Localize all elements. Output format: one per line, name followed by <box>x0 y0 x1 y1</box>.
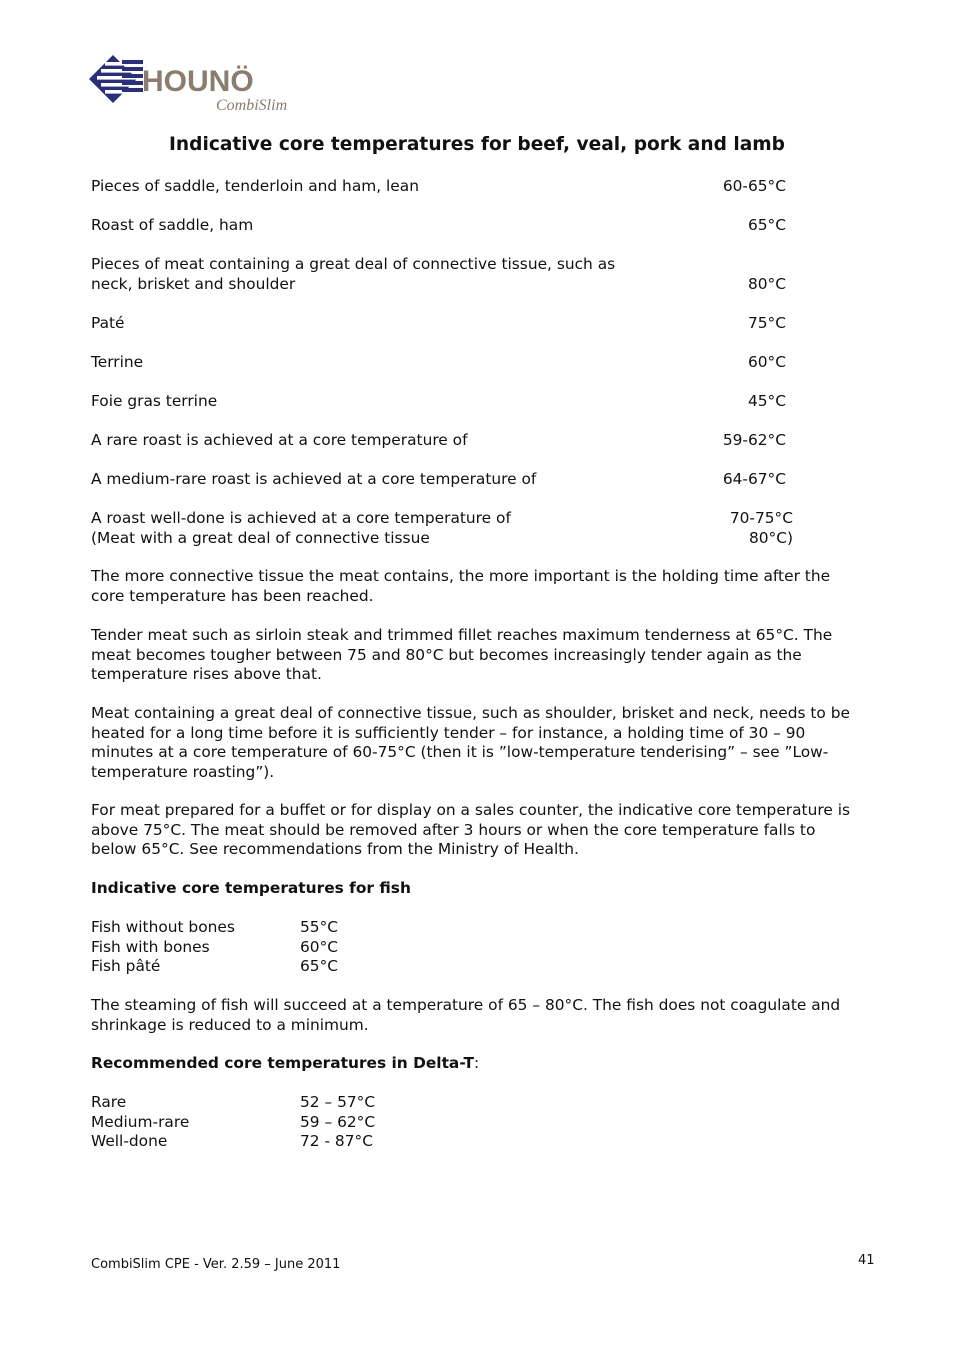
item-value: 60°C <box>300 937 339 956</box>
row-value: 75°C <box>747 314 786 332</box>
fish-temperature-list <box>91 918 411 977</box>
row-value: 45°C <box>747 392 786 410</box>
row-value: 64-67°C <box>722 470 786 488</box>
item-label: Well-done <box>91 1132 168 1150</box>
delta-t-heading-line <box>91 1054 479 1074</box>
list-item <box>91 1132 411 1152</box>
fish-note: The steaming of fish will succeed at a temperature of 65 – 80°C. The fish does not coagulate and shrinkage is reduced to a minimum. <box>91 996 841 1034</box>
row-label: A medium-rare roast is achieved at a core temperature of <box>91 470 537 488</box>
table-row <box>91 255 793 294</box>
footer-text: CombiSlim CPE - Ver. 2.59 – June 2011 <box>91 1257 341 1272</box>
logo-product-text: CombiSlim <box>216 97 288 114</box>
page-number: 41 <box>858 1253 875 1268</box>
item-label: Fish with bones <box>91 937 210 956</box>
body-paragraph: Tender meat such as sirloin steak and trimmed fillet reaches maximum tenderness at 65°C. The meat becomes tougher between 75 and 80°C but becomes increasingly tender again as the temperature rises above that. <box>91 626 833 683</box>
row-value: 65°C <box>747 216 786 234</box>
row-value: 60°C <box>747 353 786 371</box>
table-row <box>91 392 793 412</box>
fish-heading: Indicative core temperatures for fish <box>91 879 411 897</box>
item-label: Rare <box>91 1093 127 1111</box>
table-row <box>91 216 793 236</box>
row-label: Pieces of saddle, tenderloin and ham, lean <box>91 177 419 195</box>
table-row <box>91 177 793 197</box>
row-label: Terrine <box>91 353 144 371</box>
delta-t-temperature-list <box>91 1093 411 1152</box>
row-label: A roast well-done is achieved at a core temperature of (Meat with a great deal of connective tissue <box>91 509 511 547</box>
body-paragraph: For meat prepared for a buffet or for display on a sales counter, the indicative core temperature is above 75°C. The meat should be removed after 3 hours or when the core temperature falls to below 65°C. See recommendations from the Ministry of Health. <box>91 801 850 858</box>
row-label: Roast of saddle, ham <box>91 216 254 234</box>
list-item <box>91 1093 411 1113</box>
item-label: Fish pâté <box>91 957 161 975</box>
table-row <box>91 314 793 334</box>
item-value: 72 - 87°C <box>300 1132 373 1150</box>
page-title: Indicative core temperatures for beef, veal, pork and lamb <box>169 134 785 155</box>
logo-brand-text: HOUNÖ <box>142 65 254 98</box>
item-value: 65°C <box>300 957 339 975</box>
delta-t-heading: Recommended core temperatures in Delta-T <box>91 1054 474 1072</box>
row-value: 59-62°C <box>722 431 786 449</box>
list-item <box>91 1113 411 1133</box>
hauno-combislim-logo <box>89 54 301 114</box>
item-value: 59 – 62°C <box>300 1112 376 1131</box>
row-value: 80°C <box>747 274 786 293</box>
logo-mark-icon <box>89 54 301 114</box>
table-row <box>91 470 793 490</box>
list-item <box>91 957 411 977</box>
item-value: 52 – 57°C <box>300 1093 376 1111</box>
row-label: Pieces of meat containing a great deal of connective tissue, such as neck, brisket and shoulder <box>91 255 616 293</box>
item-label: Medium-rare <box>91 1112 190 1131</box>
row-value: 60-65°C <box>722 177 786 195</box>
body-paragraph: The more connective tissue the meat contains, the more important is the holding time after the core temperature has been reached. <box>91 567 831 605</box>
table-row <box>91 353 793 373</box>
row-label: Paté <box>91 314 125 332</box>
body-paragraph: Meat containing a great deal of connective tissue, such as shoulder, brisket and neck, needs to be heated for a long time before it is sufficiently tender – for instance, a holding time of 30 – 90 minutes at a core temperature of 60-75°C (then it is ”low-temperature tenderising” – see ”Low-temperature roasting”). <box>91 704 850 781</box>
table-row <box>91 509 793 548</box>
item-value: 55°C <box>300 918 339 936</box>
row-label: Foie gras terrine <box>91 392 218 410</box>
list-item <box>91 918 411 938</box>
row-value: 70-75°C 80°C) <box>729 509 793 547</box>
list-item <box>91 938 411 958</box>
table-row <box>91 431 793 451</box>
item-label: Fish without bones <box>91 918 235 936</box>
delta-t-heading-colon: : <box>473 1054 480 1072</box>
row-label: A rare roast is achieved at a core temperature of <box>91 431 468 449</box>
